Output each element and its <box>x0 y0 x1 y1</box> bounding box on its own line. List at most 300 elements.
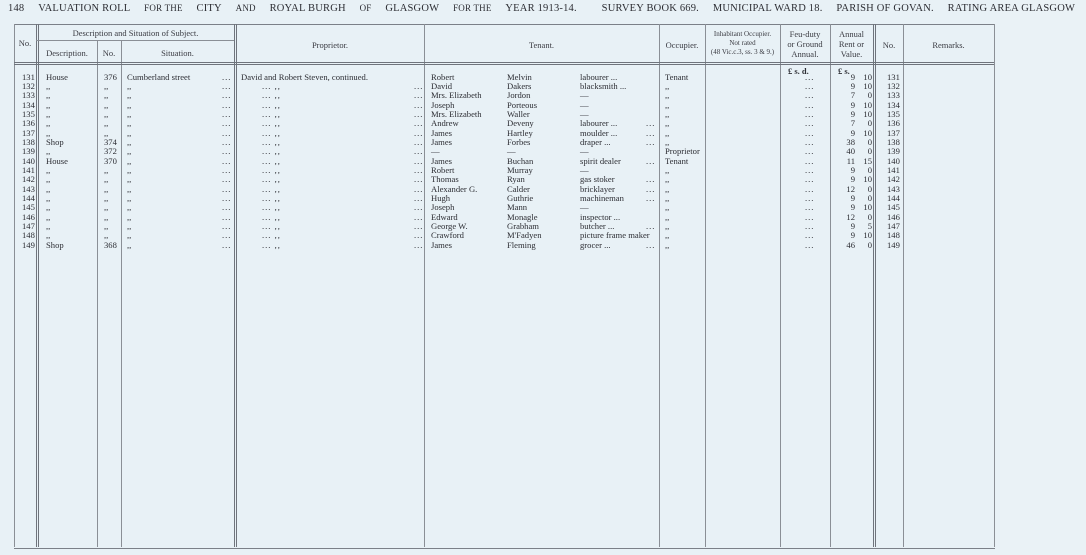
row-rent-pounds: 11 <box>846 155 855 166</box>
row-description: ,, <box>46 230 51 241</box>
row-description: ,, <box>46 174 51 185</box>
row-street-number: ,, <box>104 230 109 241</box>
row-description: House <box>46 71 68 82</box>
row-situation-dots: ... <box>222 221 232 232</box>
row-rent-shillings: 0 <box>867 183 872 194</box>
row-occupier: Tenant <box>665 155 689 166</box>
row-rent-pounds: 9 <box>850 165 855 175</box>
row-situation-dots: ... <box>222 155 232 166</box>
row-rent-pounds: 9 <box>850 80 855 91</box>
row-situation: ,, <box>127 80 132 91</box>
table-row <box>0 194 1000 203</box>
col-header-description: Description. <box>46 48 88 58</box>
row-tenant-dots: ... <box>646 118 656 129</box>
row-situation: ,, <box>127 90 132 101</box>
row-tenant-surname: M'Fadyen <box>507 230 542 241</box>
row-tenant-surname: Forbes <box>507 136 531 147</box>
row-situation: ,, <box>127 136 132 147</box>
row-number: 136 <box>22 118 35 129</box>
row-street-number: 372 <box>104 146 117 157</box>
municipal-ward: MUNICIPAL WARD 18. <box>712 3 823 14</box>
row-situation: ,, <box>127 118 132 129</box>
row-tenant-occupation: picture frame maker <box>580 230 650 241</box>
row-situation: ,, <box>127 146 132 157</box>
row-proprietor: ... ,, <box>262 183 281 194</box>
row-tenant-occupation: blacksmith ... <box>580 80 627 91</box>
row-proprietor-dots: ... <box>414 230 424 241</box>
row-street-number: ,, <box>104 174 109 185</box>
row-situation-dots: ... <box>222 146 232 157</box>
row-proprietor-dots: ... <box>414 146 424 157</box>
row-proprietor: David and Robert Steven, continued. <box>241 71 368 82</box>
row-description: ,, <box>46 99 51 110</box>
row-situation: ,, <box>127 211 132 222</box>
row-street-number: ,, <box>104 165 109 175</box>
row-tenant-first-name: James <box>431 127 453 138</box>
row-proprietor: ... ,, <box>262 230 281 241</box>
row-tenant-occupation: draper ... <box>580 136 611 147</box>
row-proprietor-dots: ... <box>414 155 424 166</box>
row-tenant-surname: Buchan <box>507 155 534 166</box>
row-occupier: ,, <box>665 108 670 119</box>
row-number: 145 <box>22 202 35 213</box>
col-header-inhabitant: Inhabitant Occupier. Not rated (48 Vic.c.3, ss. 3 & 9.) <box>710 30 775 56</box>
row-proprietor-dots: ... <box>414 174 424 185</box>
table-row <box>0 82 1000 91</box>
row-occupier: ,, <box>665 221 670 232</box>
row-number: 143 <box>22 183 35 194</box>
row-situation-dots: ... <box>222 118 232 129</box>
row-tenant-surname: Ryan <box>507 174 525 185</box>
row-tenant-occupation: labourer ... <box>580 118 618 129</box>
table-row <box>0 110 1000 119</box>
row-number-right: 149 <box>887 239 900 250</box>
row-proprietor-dots: ... <box>414 80 424 91</box>
rent-unit-label: £ s. <box>838 66 850 76</box>
row-number-right: 134 <box>887 99 900 110</box>
row-tenant-occupation: inspector ... <box>580 211 621 222</box>
row-tenant-surname: Calder <box>507 183 530 194</box>
row-feu-duty: ... <box>805 211 815 222</box>
row-rent-shillings: 0 <box>867 193 872 204</box>
table-row <box>0 222 1000 231</box>
row-situation-dots: ... <box>222 193 232 204</box>
row-situation-dots: ... <box>222 90 232 101</box>
table-row <box>0 166 1000 175</box>
row-tenant-first-name: Hugh <box>431 193 451 204</box>
row-description: ,, <box>46 108 51 119</box>
row-rent-shillings: 0 <box>867 136 872 147</box>
col-header-occupier: Occupier. <box>665 40 699 50</box>
feu-unit-label: £ s. d. <box>788 66 809 76</box>
row-tenant-first-name: Crawford <box>431 230 464 241</box>
row-number: 149 <box>22 239 35 250</box>
row-tenant-first-name: Joseph <box>431 202 455 213</box>
row-proprietor-dots: ... <box>414 193 424 204</box>
row-tenant-first-name: Andrew <box>431 118 459 129</box>
row-number: 133 <box>22 90 35 101</box>
row-tenant-first-name: James <box>431 136 453 147</box>
row-tenant-occupation: — <box>580 146 589 157</box>
row-tenant-surname: Porteous <box>507 99 538 110</box>
row-rent-pounds: 9 <box>850 108 855 119</box>
row-proprietor-dots: ... <box>414 90 424 101</box>
row-situation-dots: ... <box>222 202 232 213</box>
row-rent-shillings: 0 <box>867 146 872 157</box>
row-situation-dots: ... <box>222 165 232 175</box>
row-proprietor: ... ,, <box>262 136 281 147</box>
row-occupier: ,, <box>665 193 670 204</box>
table-row <box>0 241 1000 250</box>
row-street-number: ,, <box>104 211 109 222</box>
row-rent-shillings: 0 <box>867 239 872 250</box>
row-occupier: Proprietor <box>665 146 700 157</box>
row-occupier: ,, <box>665 127 670 138</box>
row-rent-shillings: 10 <box>863 230 872 241</box>
row-situation: ,, <box>127 239 132 250</box>
col-header-annual-rent: Annual Rent or Value. <box>838 29 865 59</box>
row-tenant-surname: Jordon <box>507 90 531 101</box>
row-description: ,, <box>46 183 51 194</box>
row-street-number: 376 <box>104 71 117 82</box>
row-street-number: ,, <box>104 90 109 101</box>
row-tenant-surname: Monagle <box>507 211 538 222</box>
row-tenant-first-name: David <box>431 80 453 91</box>
row-rent-shillings: 10 <box>863 99 872 110</box>
table-row <box>0 185 1000 194</box>
row-feu-duty: ... <box>805 71 815 82</box>
row-number-right: 138 <box>887 136 900 147</box>
row-rent-shillings: 0 <box>867 90 872 101</box>
row-feu-duty: ... <box>805 165 815 175</box>
row-description: ,, <box>46 90 51 101</box>
row-tenant-occupation: moulder ... <box>580 127 618 138</box>
row-rent-shillings: 10 <box>863 80 872 91</box>
row-tenant-first-name: Mrs. Elizabeth <box>431 108 482 119</box>
row-situation: ,, <box>127 174 132 185</box>
row-rent-shillings: 10 <box>863 174 872 185</box>
row-tenant-dots: ... <box>646 155 656 166</box>
rule <box>36 40 234 41</box>
row-situation-dots: ... <box>222 71 232 82</box>
row-tenant-surname: Hartley <box>507 127 533 138</box>
row-feu-duty: ... <box>805 174 815 185</box>
row-occupier: ,, <box>665 80 670 91</box>
row-tenant-dots: ... <box>646 193 656 204</box>
row-situation: ,, <box>127 230 132 241</box>
row-rent-pounds: 9 <box>850 202 855 213</box>
table-row <box>0 73 1000 82</box>
row-description: ,, <box>46 127 51 138</box>
row-occupier: ,, <box>665 118 670 129</box>
row-tenant-dots: ... <box>646 136 656 147</box>
row-tenant-occupation: machineman <box>580 193 624 204</box>
row-number-right: 147 <box>887 221 900 232</box>
row-number-right: 139 <box>887 146 900 157</box>
row-tenant-surname: Mann <box>507 202 528 213</box>
row-feu-duty: ... <box>805 99 815 110</box>
row-proprietor-dots: ... <box>414 99 424 110</box>
row-situation-dots: ... <box>222 183 232 194</box>
row-number-right: 133 <box>887 90 900 101</box>
row-occupier: ,, <box>665 136 670 147</box>
col-header-desc-group: Description and Situation of Subject. <box>72 28 199 38</box>
row-rent-pounds: 7 <box>850 90 855 101</box>
row-rent-pounds: 38 <box>846 136 855 147</box>
row-number: 134 <box>22 99 35 110</box>
col-header-remarks: Remarks. <box>932 40 965 50</box>
row-situation-dots: ... <box>222 108 232 119</box>
row-rent-shillings: 0 <box>867 211 872 222</box>
row-description: House <box>46 155 68 166</box>
row-number: 135 <box>22 108 35 119</box>
col-header-tenant: Tenant. <box>528 40 555 50</box>
row-situation: ,, <box>127 183 132 194</box>
row-street-number: 370 <box>104 155 117 166</box>
row-rent-pounds: 40 <box>846 146 855 157</box>
row-situation-dots: ... <box>222 211 232 222</box>
row-situation: ,, <box>127 108 132 119</box>
row-number-right: 148 <box>887 230 900 241</box>
row-tenant-surname: Melvin <box>507 71 532 82</box>
row-proprietor: ... ,, <box>262 211 281 222</box>
row-situation: ,, <box>127 99 132 110</box>
row-tenant-first-name: — <box>431 146 440 157</box>
row-proprietor: ... ,, <box>262 165 281 175</box>
row-feu-duty: ... <box>805 193 815 204</box>
row-number: 148 <box>22 230 35 241</box>
row-feu-duty: ... <box>805 183 815 194</box>
row-tenant-occupation: — <box>580 165 589 175</box>
row-situation: ,, <box>127 221 132 232</box>
row-tenant-occupation: grocer ... <box>580 239 611 250</box>
row-situation: Cumberland street <box>127 71 191 82</box>
row-number-right: 136 <box>887 118 900 129</box>
row-feu-duty: ... <box>805 155 815 166</box>
row-rent-pounds: 9 <box>850 174 855 185</box>
row-rent-shillings: 10 <box>863 71 872 82</box>
col-header-no-right: No. <box>882 40 896 50</box>
row-number-right: 132 <box>887 80 900 91</box>
row-tenant-first-name: Joseph <box>431 99 455 110</box>
row-feu-duty: ... <box>805 221 815 232</box>
row-occupier: ,, <box>665 230 670 241</box>
row-tenant-surname: Fleming <box>507 239 536 250</box>
row-rent-pounds: 9 <box>850 127 855 138</box>
row-proprietor-dots: ... <box>414 221 424 232</box>
row-number: 142 <box>22 174 35 185</box>
row-number-right: 137 <box>887 127 900 138</box>
row-proprietor: ... ,, <box>262 174 281 185</box>
row-tenant-first-name: Alexander G. <box>431 183 478 194</box>
row-tenant-occupation: labourer ... <box>580 71 618 82</box>
row-tenant-occupation: bricklayer <box>580 183 615 194</box>
row-proprietor: ... ,, <box>262 155 281 166</box>
row-street-number: ,, <box>104 118 109 129</box>
row-feu-duty: ... <box>805 108 815 119</box>
row-feu-duty: ... <box>805 230 815 241</box>
row-tenant-first-name: Robert <box>431 165 455 175</box>
row-situation-dots: ... <box>222 174 232 185</box>
row-tenant-first-name: George W. <box>431 221 468 232</box>
row-number-right: 131 <box>887 71 900 82</box>
row-situation: ,, <box>127 202 132 213</box>
row-tenant-dots: ... <box>646 174 656 185</box>
row-proprietor-dots: ... <box>414 136 424 147</box>
col-header-proprietor: Proprietor. <box>311 40 349 50</box>
row-tenant-occupation: — <box>580 108 589 119</box>
row-number-right: 141 <box>887 165 900 175</box>
row-street-number: ,, <box>104 127 109 138</box>
row-number: 138 <box>22 136 35 147</box>
row-rent-pounds: 12 <box>846 211 855 222</box>
row-situation: ,, <box>127 155 132 166</box>
row-tenant-surname: Grabham <box>507 221 539 232</box>
row-situation: ,, <box>127 193 132 204</box>
row-tenant-dots: ... <box>646 127 656 138</box>
row-rent-shillings: 10 <box>863 108 872 119</box>
row-tenant-occupation: gas stoker <box>580 174 615 185</box>
table-row <box>0 91 1000 100</box>
row-feu-duty: ... <box>805 118 815 129</box>
col-header-feu-duty: Feu-duty or Ground Annual. <box>787 29 823 59</box>
row-tenant-first-name: James <box>431 155 453 166</box>
row-tenant-occupation: butcher ... <box>580 221 615 232</box>
row-feu-duty: ... <box>805 239 815 250</box>
row-feu-duty: ... <box>805 136 815 147</box>
table-row <box>0 157 1000 166</box>
row-description: ,, <box>46 80 51 91</box>
row-number-right: 142 <box>887 174 900 185</box>
row-tenant-surname: Waller <box>507 108 530 119</box>
row-number: 147 <box>22 221 35 232</box>
row-proprietor: ... ,, <box>262 99 281 110</box>
row-proprietor: ... ,, <box>262 146 281 157</box>
row-occupier: ,, <box>665 99 670 110</box>
row-feu-duty: ... <box>805 90 815 101</box>
row-feu-duty: ... <box>805 80 815 91</box>
row-tenant-dots: ... <box>646 239 656 250</box>
row-number: 144 <box>22 193 35 204</box>
row-proprietor-dots: ... <box>414 183 424 194</box>
parish: PARISH OF GOVAN. <box>836 3 934 14</box>
row-number-right: 145 <box>887 202 900 213</box>
row-number-right: 144 <box>887 193 900 204</box>
row-proprietor-dots: ... <box>414 127 424 138</box>
row-rent-pounds: 9 <box>850 193 855 204</box>
row-number-right: 143 <box>887 183 900 194</box>
row-street-number: ,, <box>104 193 109 204</box>
row-proprietor-dots: ... <box>414 239 424 250</box>
col-header-number: No. <box>102 48 116 58</box>
row-number: 140 <box>22 155 35 166</box>
row-street-number: ,, <box>104 99 109 110</box>
row-proprietor: ... ,, <box>262 127 281 138</box>
row-proprietor: ... ,, <box>262 202 281 213</box>
row-tenant-surname: — <box>507 146 516 157</box>
row-tenant-surname: Murray <box>507 165 533 175</box>
table-row <box>0 101 1000 110</box>
row-feu-duty: ... <box>805 146 815 157</box>
row-tenant-dots: ... <box>646 221 656 232</box>
row-description: ,, <box>46 211 51 222</box>
page-header <box>8 3 1076 19</box>
row-rent-shillings: 10 <box>863 127 872 138</box>
row-feu-duty: ... <box>805 127 815 138</box>
survey-book: SURVEY BOOK 669. <box>601 3 700 14</box>
row-occupier: ,, <box>665 174 670 185</box>
row-proprietor: ... ,, <box>262 239 281 250</box>
row-tenant-surname: Dakers <box>507 80 532 91</box>
row-rent-pounds: 9 <box>850 99 855 110</box>
row-proprietor: ... ,, <box>262 221 281 232</box>
row-description: Shop <box>46 239 64 250</box>
row-situation-dots: ... <box>222 99 232 110</box>
row-street-number: ,, <box>104 108 109 119</box>
row-street-number: 368 <box>104 239 117 250</box>
roll-title: VALUATION ROLL FOR THE CITY AND ROYAL BURGH OF GLASGOW FOR THE YEAR 1913-14. <box>38 3 577 14</box>
row-number: 146 <box>22 211 35 222</box>
row-number-right: 140 <box>887 155 900 166</box>
table-row <box>0 119 1000 128</box>
row-proprietor: ... ,, <box>262 118 281 129</box>
row-occupier: ,, <box>665 90 670 101</box>
row-street-number: ,, <box>104 202 109 213</box>
row-occupier: ,, <box>665 183 670 194</box>
row-description: ,, <box>46 165 51 175</box>
row-situation-dots: ... <box>222 127 232 138</box>
row-proprietor: ... ,, <box>262 193 281 204</box>
col-header-situation: Situation. <box>161 48 194 58</box>
row-proprietor-dots: ... <box>414 118 424 129</box>
row-tenant-surname: Deveny <box>507 118 534 129</box>
row-number: 139 <box>22 146 35 157</box>
row-rent-pounds: 46 <box>846 239 855 250</box>
row-proprietor-dots: ... <box>414 108 424 119</box>
row-description: ,, <box>46 202 51 213</box>
row-description: ,, <box>46 193 51 204</box>
row-feu-duty: ... <box>805 202 815 213</box>
row-proprietor: ... ,, <box>262 90 281 101</box>
row-number: 141 <box>22 165 35 175</box>
page-number: 148 <box>8 3 25 14</box>
row-tenant-surname: Guthrie <box>507 193 534 204</box>
row-proprietor-dots: ... <box>414 165 424 175</box>
row-description: Shop <box>46 136 64 147</box>
row-situation: ,, <box>127 165 132 175</box>
row-tenant-first-name: Edward <box>431 211 458 222</box>
row-number-right: 146 <box>887 211 900 222</box>
rating-area: RATING AREA GLASGOW <box>947 3 1076 14</box>
row-description: ,, <box>46 221 51 232</box>
row-proprietor: ... ,, <box>262 108 281 119</box>
row-situation-dots: ... <box>222 239 232 250</box>
row-street-number: 374 <box>104 136 117 147</box>
row-tenant-occupation: — <box>580 99 589 110</box>
row-occupier: ,, <box>665 211 670 222</box>
row-street-number: ,, <box>104 80 109 91</box>
row-rent-pounds: 9 <box>850 221 855 232</box>
row-situation: ,, <box>127 127 132 138</box>
row-proprietor-dots: ... <box>414 211 424 222</box>
row-tenant-first-name: James <box>431 239 453 250</box>
row-tenant-occupation: — <box>580 90 589 101</box>
row-number: 131 <box>22 71 35 82</box>
row-rent-pounds: 7 <box>850 118 855 129</box>
row-number: 132 <box>22 80 35 91</box>
row-tenant-first-name: Robert <box>431 71 455 82</box>
row-number-right: 135 <box>887 108 900 119</box>
